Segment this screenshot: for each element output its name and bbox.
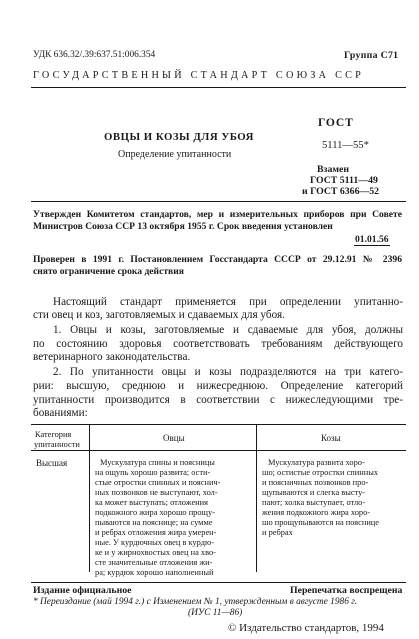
p3-line-2: рии: высшую, среднюю и нижесреднюю. Определение категорий <box>33 380 403 392</box>
sheep-line: ке и у жирнохвостых овец на хво- <box>95 548 216 557</box>
row-category-high: Высшая <box>36 458 68 468</box>
replaces-line-1: ГОСТ 5111—49 <box>310 175 378 186</box>
table-col-divider-2 <box>256 424 257 572</box>
page-title: ОВЦЫ И КОЗЫ ДЛЯ УБОЯ <box>104 131 254 143</box>
publisher: Издательство стандартов, 1994 <box>239 622 384 634</box>
sheep-line: пываются на пояснице; на сумме <box>95 518 213 527</box>
p3-line-4: бованиями: <box>33 407 88 419</box>
header-rule <box>31 87 406 88</box>
p3-line-1: 2. По упитанности овцы и козы подразделяются на три катего- <box>53 366 403 378</box>
sheep-line: стые отростки спинных и пояснич- <box>95 478 221 487</box>
page-subtitle: Определение упитанности <box>118 149 232 160</box>
standard-banner: ГОСУДАРСТВЕННЫЙ СТАНДАРТ СОЮЗА ССР <box>33 70 365 81</box>
goats-line: и поясничных позвонков про- <box>262 478 369 487</box>
goats-line: шо; остистые отростки спинных <box>262 468 379 477</box>
p1-line-2: сти овец и коз, заготовляемых и сдаваемых для убоя. <box>33 309 285 321</box>
p3-line-3: упитанности производится в соответствии с нижеследующими тре- <box>33 394 403 406</box>
goats-line: жения подкожного жира хоро- <box>262 508 371 517</box>
approval-line-1: Утвержден Комитетом стандартов, мер и измерительных приборов при Совете <box>33 209 402 220</box>
sheep-line: сте значительные отложения жи- <box>95 558 213 567</box>
copyright-line <box>228 622 384 634</box>
gost-label: ГОСТ <box>318 116 354 129</box>
table-header-rule <box>31 450 406 451</box>
header-category-line-2: упитанности <box>34 440 80 449</box>
sheep-line: ра; курдюк хорошо наполненный <box>95 568 214 577</box>
approval-line-2: Министров Союза ССР 13 октября 1955 г. Срок введения установлен <box>33 221 333 232</box>
sheep-line: и ребрах отложения жира умерен- <box>95 528 217 537</box>
sheep-line: ные. У курдючных овец в курдю- <box>95 538 215 547</box>
replaces-label: Взамен <box>317 164 350 175</box>
p2-line-3: ветеринарного законодательства. <box>33 351 191 363</box>
reissue-note-line-2: (ИУС 11—86) <box>188 608 243 618</box>
table-col-divider-1 <box>89 424 90 572</box>
header-sheep: Овцы <box>163 433 185 443</box>
approval-date-underline <box>354 245 390 246</box>
goats-line: пают; холка выступает, отло- <box>262 498 366 507</box>
p2-line-2: по состоянию здоровья соответствовать требованиям действующего <box>33 338 403 350</box>
reissue-note-line-1: * Переиздание (май 1994 г.) с Изменением № 1, утвержденным в августе 1986 г. <box>33 597 358 607</box>
replaces-line-2: и ГОСТ 6366—52 <box>302 186 380 197</box>
sheep-line: на ощупь хорошо развита; ости- <box>95 468 211 477</box>
sheep-line: Мускулатура спины и поясницы <box>100 458 215 467</box>
goats-line: Мускулатура развита хоро- <box>268 458 365 467</box>
approval-date: 01.01.56 <box>355 234 389 245</box>
title-rule <box>31 201 406 202</box>
gost-number: 5111—55* <box>322 140 369 151</box>
sheep-line: ка может выступать; отложения <box>95 498 208 507</box>
header-goats: Козы <box>321 433 341 443</box>
sheep-line: подкожного жира хорошо прощу- <box>95 508 215 517</box>
reprint-forbidden: Перепечатка воспрещена <box>290 585 403 596</box>
official-edition: Издание официальное <box>33 585 132 596</box>
header-category-line-1: Категория <box>35 430 72 439</box>
copyright-icon: © <box>228 622 237 634</box>
table-top-rule <box>31 424 406 425</box>
goats-line: щупываются и слегка высту- <box>262 488 366 497</box>
goats-line: шо прощупываются на пояснице <box>262 518 380 527</box>
verification-line-2: снято ограничение срока действия <box>33 266 184 277</box>
udk-code: УДК 636.32/.39:637.51:006.354 <box>33 50 156 60</box>
p1-line-1: Настоящий стандарт применяется при определении упитанно- <box>53 296 403 308</box>
sheep-line: ных позвонков не выступают, хол- <box>95 488 218 497</box>
p2-line-1: 1. Овцы и козы, заготовляемые и сдаваемые для убоя, должны <box>53 324 403 336</box>
verification-line-1: Проверен в 1991 г. Постановлением Госстандарта СССР от 29.12.91 № 2396 <box>33 254 402 265</box>
group-code: Группа С71 <box>344 50 399 61</box>
goats-line: и ребрах <box>262 528 293 537</box>
footer-rule <box>31 582 406 583</box>
